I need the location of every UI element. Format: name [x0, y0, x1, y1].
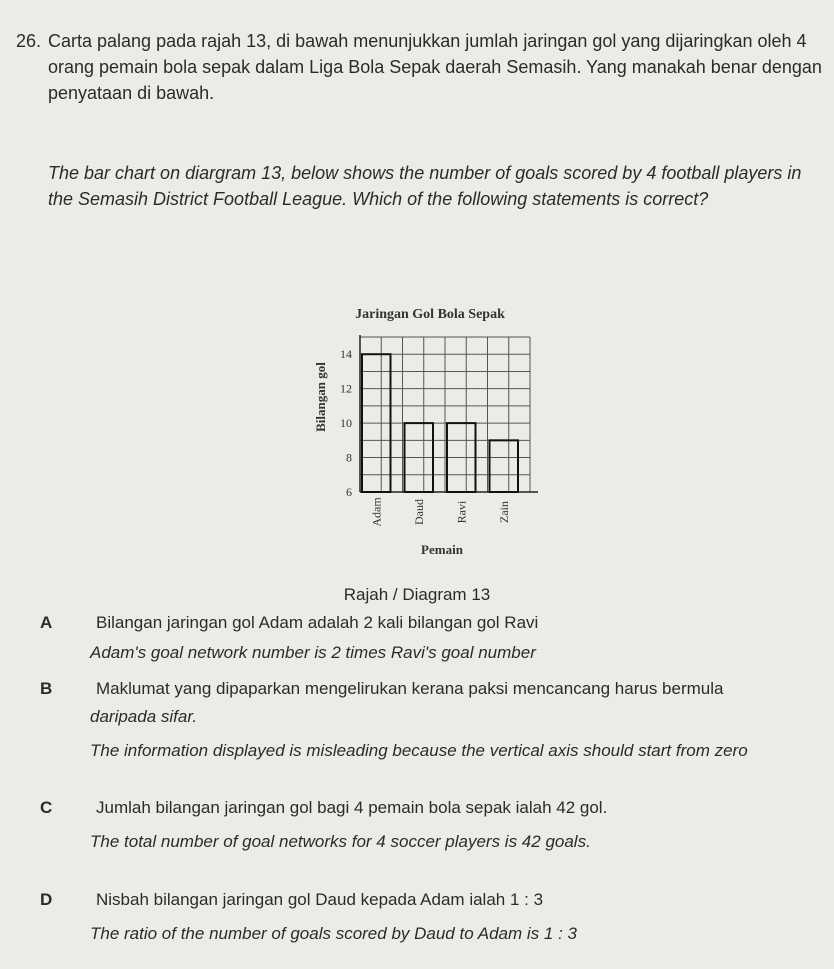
x-tick-label: Ravi: [454, 500, 469, 524]
option-c-malay: Jumlah bilangan jaringan gol bagi 4 pemain bola sepak ialah 42 gol.: [96, 798, 608, 817]
option-d-letter: D: [40, 890, 53, 909]
y-tick-label: 12: [340, 381, 352, 396]
question-number: 26.: [16, 31, 42, 51]
diagram-label: Rajah / Diagram 13: [343, 585, 491, 604]
question-header: [16, 28, 826, 106]
chart-title: Jaringan Gol Bola Sepak: [355, 307, 505, 322]
chart-y-ticks: [340, 347, 352, 499]
option-b-letter: B: [40, 679, 53, 698]
option-b-english: The information displayed is misleading because the vertical axis should start from zero: [90, 741, 748, 760]
x-tick-label: Daud: [411, 499, 426, 525]
option-a-letter: A: [40, 613, 53, 632]
question-english-text: The bar chart on diargram 13, below shows the number of goals scored by 4 football players in the Semasih District Football League. Which of the following statements is correct?: [48, 163, 802, 209]
y-tick-label: 10: [340, 416, 352, 431]
option-b-malay-cont: daripada sifar.: [90, 707, 198, 726]
option-c-letter: C: [40, 798, 53, 817]
x-tick-label: Zain: [496, 501, 511, 523]
chart-y-axis-label: Bilangan gol: [313, 362, 328, 432]
x-tick-label: Adam: [369, 497, 384, 527]
bar-chart: [300, 292, 560, 567]
y-tick-label: 14: [340, 347, 352, 362]
option-d-malay: Nisbah bilangan jaringan gol Daud kepada Adam ialah 1 : 3: [96, 890, 544, 909]
chart-x-ticks: [369, 497, 511, 527]
y-tick-label: 6: [346, 485, 352, 499]
chart-grid: [360, 335, 538, 492]
question-malay-text: Carta palang pada rajah 13, di bawah menunjukkan jumlah jaringan gol yang dijaringkan oleh 4 orang pemain bola sepak dalam Liga Bola Sepak daerah Semasih. Yang manakah benar dengan penyataan di bawah.: [48, 31, 822, 103]
chart-x-axis-label: Pemain: [421, 542, 463, 557]
bar-zain: [490, 440, 519, 492]
option-d-english: The ratio of the number of goals scored by Daud to Adam is 1 : 3: [90, 924, 577, 943]
y-tick-label: 8: [346, 450, 352, 465]
option-c-english: The total number of goal networks for 4 soccer players is 42 goals.: [90, 832, 591, 851]
option-a-english: Adam's goal network number is 2 times Ravi's goal number: [90, 643, 536, 662]
option-a-malay: Bilangan jaringan gol Adam adalah 2 kali bilangan gol Ravi: [96, 613, 539, 632]
option-b-malay: Maklumat yang dipaparkan mengelirukan kerana paksi mencancang harus bermula: [96, 679, 724, 698]
